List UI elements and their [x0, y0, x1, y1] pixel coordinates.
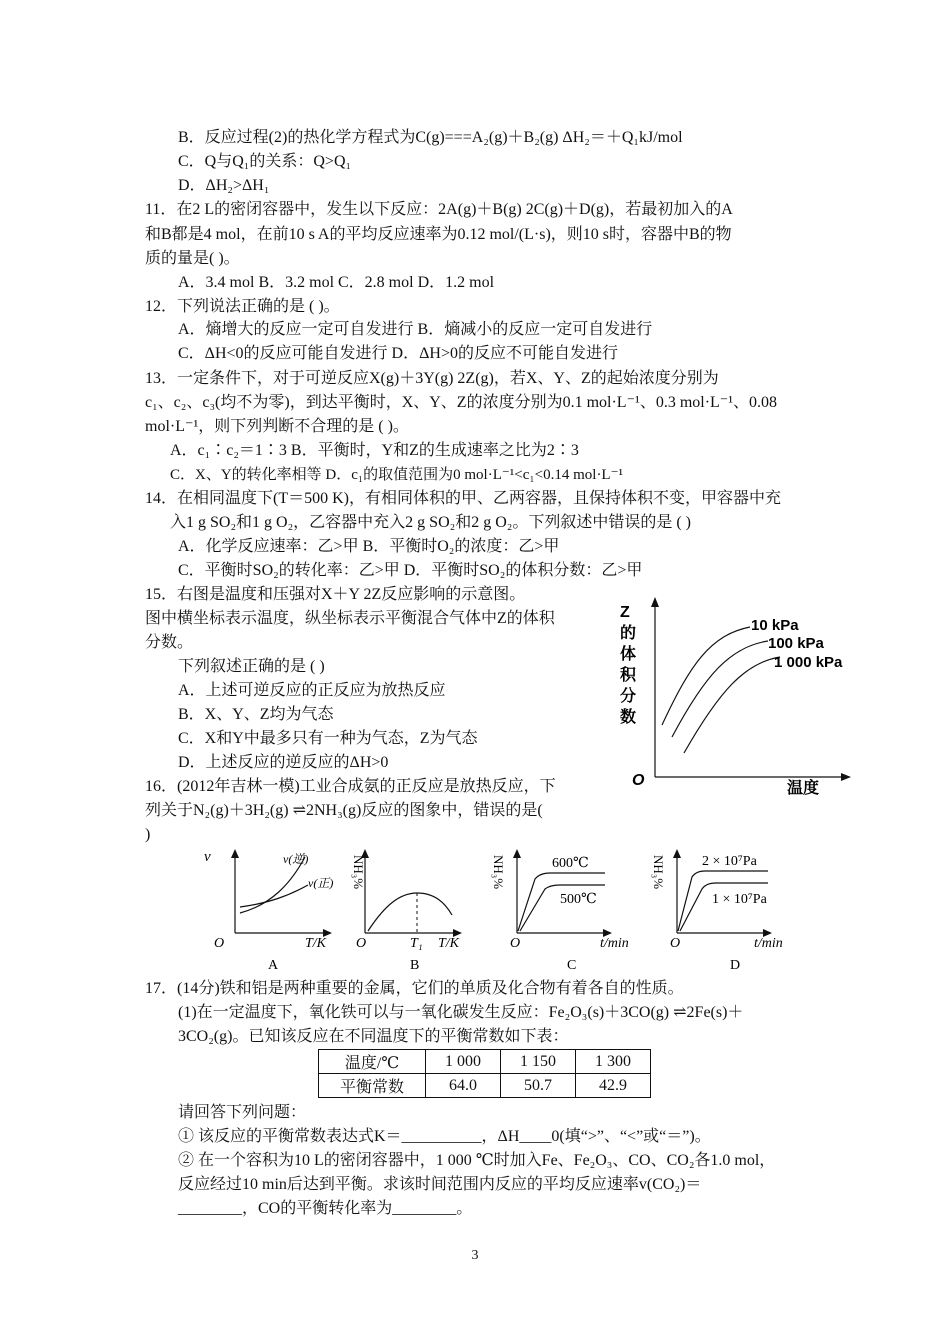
q15-stem-1: 15．右图是温度和压强对X＋Y 2Z反应影响的示意图。 — [145, 586, 526, 603]
q15-stem-2: 图中横坐标表示温度，纵坐标表示平衡混合气体中Z的体积 — [145, 610, 555, 627]
q15-curve-1000kpa: 1 000 kPa — [774, 654, 843, 671]
q15-curve-100kpa: 100 kPa — [768, 635, 824, 652]
q10-option-d: D．ΔH₂>ΔH₁ — [178, 177, 270, 194]
q15-ylabel-1: Z — [620, 604, 630, 621]
q16b-mark: T₁ — [410, 936, 423, 951]
q16-stem-3: ) — [145, 826, 151, 843]
q15-xlabel: 温度 — [787, 780, 820, 797]
q15-stem-3: 分数。 — [145, 634, 194, 651]
q17-part-1: ① 该反应的平衡常数表达式K＝__________，ΔH____0(填“>”、“<”或“＝”)。 — [178, 1128, 711, 1145]
q16a-tag: A — [268, 958, 279, 973]
q15-option-d: D．上述反应的逆反应的ΔH>0 — [178, 754, 389, 771]
table-cell: 1 150 — [501, 1050, 576, 1074]
q16-graph-b — [340, 845, 490, 975]
q16c-tag: C — [567, 958, 577, 973]
q15-ylabel-2: 的 — [620, 625, 637, 642]
q14-stem-2: 入1 g SO₂和1 g O₂，乙容器中充入2 g SO₂和2 g O₂。下列叙述中错误的是 ( ) — [170, 514, 691, 531]
page-number: 3 — [471, 1248, 479, 1263]
q15-ylabel-5: 分 — [620, 688, 637, 705]
q16d-tag: D — [730, 958, 741, 973]
q15-ylabel-3: 体 — [620, 646, 637, 663]
q11-stem-3: 质的量是( )。 — [145, 250, 240, 267]
q10-option-b: B．反应过程(2)的热化学方程式为C(g)===A₂(g)＋B₂(g) ΔH₂＝＋Q₁kJ/mol — [178, 129, 683, 146]
q17-part-2a: ② 在一个容积为10 L的密闭容器中，1 000 ℃时加入Fe、Fe₂O₃、CO、CO₂各1.0 mol， — [178, 1152, 776, 1169]
q15-ylabel-6: 数 — [620, 709, 637, 726]
q17-part-2b: 反应经过10 min后达到平衡。求该时间范围内反应的平均反应速率v(CO₂)＝ — [178, 1176, 702, 1193]
q15-option-b: B．X、Y、Z均为气态 — [178, 706, 334, 723]
q16c-origin: O — [510, 936, 521, 951]
q16b-ylabel: NH₃% — [351, 855, 366, 890]
q16-stem-2: 列关于N₂(g)＋3H₂(g) ⇌2NH₃(g)反应的图象中，错误的是( — [145, 802, 543, 819]
q16d-xlabel: t/min — [754, 936, 783, 951]
q13-stem-1: 13．一定条件下，对于可逆反应X(g)＋3Y(g) 2Z(g)，若X、Y、Z的起始浓度分别为 — [145, 370, 719, 387]
q12-options-ab: A．熵增大的反应一定可自发进行 B．熵减小的反应一定可自发进行 — [178, 321, 653, 338]
q16a-curve-reverse: v(逆) — [283, 852, 309, 866]
table-cell: 64.0 — [426, 1074, 501, 1098]
table-cell: 1 000 — [426, 1050, 501, 1074]
q16b-xlabel: T/K — [438, 936, 460, 951]
equilibrium-constant-table — [318, 1049, 651, 1098]
table-cell: 温度/℃ — [319, 1050, 426, 1074]
q14-options-ab: A．化学反应速率：乙>甲 B．平衡时O₂的浓度：乙>甲 — [178, 538, 560, 555]
q13-stem-3: mol·L⁻¹，则下列判断不合理的是 ( )。 — [145, 418, 409, 435]
q16c-curve-500: 500℃ — [560, 892, 597, 907]
q16-graph-c — [490, 845, 650, 975]
q17-prompt: 请回答下列问题： — [178, 1104, 307, 1121]
q15-ylabel-4: 积 — [620, 667, 637, 684]
q13-options-ab: A．c₁∶c₂＝1∶3 B．平衡时，Y和Z的生成速率之比为2∶3 — [170, 442, 579, 459]
q17-stem-2: (1)在一定温度下，氧化铁可以与一氧化碳发生反应：Fe₂O₃(s)＋3CO(g) ⇌2Fe(s)＋ — [178, 1004, 744, 1021]
q12-options-cd: C．ΔH<0的反应可能自发进行 D．ΔH>0的反应不可能自发进行 — [178, 345, 618, 362]
q14-stem-1: 14．在相同温度下(T＝500 K)，有相同体积的甲、乙两容器，且保持体积不变，甲容器中充 — [145, 490, 781, 507]
table-cell: 1 300 — [576, 1050, 651, 1074]
q16c-ylabel: NH₃% — [491, 855, 506, 890]
q16d-ylabel: NH₃% — [651, 855, 666, 890]
q15-curve-10kpa: 10 kPa — [751, 617, 799, 634]
q16-stem-1: 16．(2012年吉林一模)工业合成氨的正反应是放热反应，下 — [145, 778, 556, 795]
q16-graph-a — [200, 845, 350, 975]
table-row — [319, 1050, 651, 1074]
q14-options-cd: C．平衡时SO₂的转化率：乙>甲 D．平衡时SO₂的体积分数：乙>甲 — [178, 562, 643, 579]
table-cell: 42.9 — [576, 1074, 651, 1098]
q16c-curve-600: 600℃ — [552, 856, 589, 871]
q15-origin: O — [632, 772, 645, 789]
q16a-origin: O — [214, 936, 225, 951]
q16a-xlabel: T/K — [305, 936, 327, 951]
q17-part-2c: ________，CO的平衡转化率为________。 — [178, 1200, 473, 1217]
q17-stem-3: 3CO₂(g)。已知该反应在不同温度下的平衡常数如下表： — [178, 1028, 569, 1045]
q16b-origin: O — [356, 936, 367, 951]
q15-stem-4: 下列叙述正确的是 ( ) — [178, 658, 325, 675]
q10-option-c: C．Q与Q₁的关系：Q>Q₁ — [178, 153, 352, 170]
q13-options-cd: C．X、Y的转化率相等 D．c₁的取值范围为0 mol·L⁻¹<c₁<0.14 mol·L⁻¹ — [170, 467, 624, 483]
table-cell: 50.7 — [501, 1074, 576, 1098]
q11-stem-1: 11．在2 L的密闭容器中，发生以下反应：2A(g)＋B(g) 2C(g)＋D(g)，若最初加入的A — [145, 201, 733, 218]
table-row — [319, 1074, 651, 1098]
q16a-curve-forward: v(正) — [308, 876, 334, 890]
q12-stem: 12．下列说法正确的是 ( )。 — [145, 298, 340, 315]
q13-stem-2: c₁、c₂、c₃(均不为零)，到达平衡时，X、Y、Z的浓度分别为0.1 mol·L⁻¹、0.3 mol·L⁻¹、0.08 — [145, 394, 778, 411]
q15-option-c: C．X和Y中最多只有一种为气态，Z为气态 — [178, 730, 478, 747]
q16c-xlabel: t/min — [600, 936, 629, 951]
q17-stem-1: 17．(14分)铁和铝是两种重要的金属，它们的单质及化合物有着各自的性质。 — [145, 980, 684, 997]
q11-options: A．3.4 mol B．3.2 mol C．2.8 mol D．1.2 mol — [178, 274, 495, 291]
q11-stem-2: 和B都是4 mol，在前10 s A的平均反应速率为0.12 mol/(L·s)，则10 s时，容器中B的物 — [145, 226, 732, 243]
q16-graph-d — [650, 845, 810, 975]
q16b-tag: B — [410, 958, 420, 973]
table-cell: 平衡常数 — [319, 1074, 426, 1098]
q16d-origin: O — [670, 936, 681, 951]
q15-graph — [610, 595, 860, 805]
q16d-curve-2e7: 2 × 10⁷Pa — [702, 854, 757, 869]
q15-option-a: A．上述可逆反应的正反应为放热反应 — [178, 682, 446, 699]
q16d-curve-1e7: 1 × 10⁷Pa — [712, 892, 767, 907]
q16a-ylabel: v — [204, 849, 211, 865]
